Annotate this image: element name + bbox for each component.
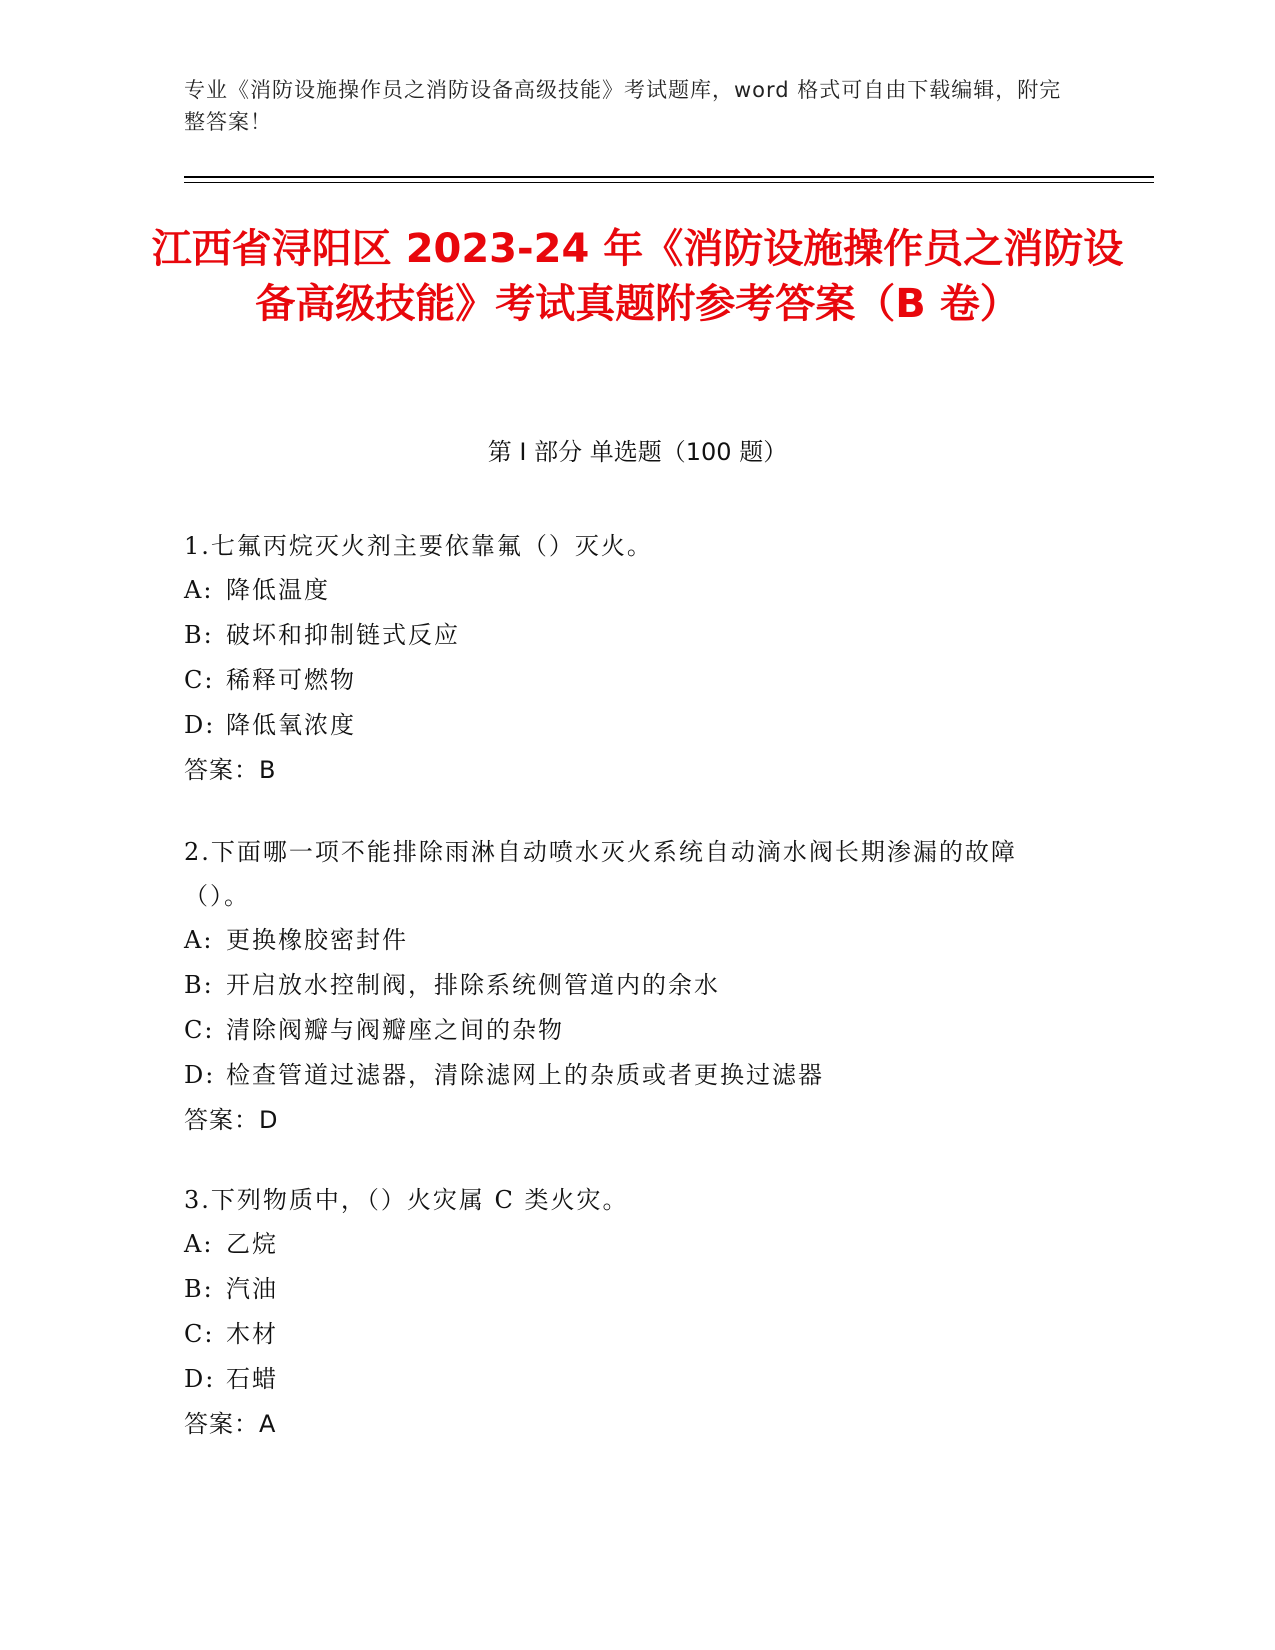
option-text: 检查管道过滤器，清除滤网上的杂质或者更换过滤器 bbox=[226, 1061, 824, 1089]
option-key: D: bbox=[184, 1061, 216, 1089]
option-text: 降低氧浓度 bbox=[226, 711, 356, 739]
answer-line: 答案：B bbox=[184, 756, 277, 784]
option-b bbox=[184, 963, 1064, 1008]
answer-line: 答案：D bbox=[184, 1106, 279, 1134]
option-text: 稀释可燃物 bbox=[226, 666, 356, 694]
option-text: 石蜡 bbox=[226, 1365, 278, 1393]
answer-line: 答案：A bbox=[184, 1410, 277, 1438]
option-text: 开启放水控制阀，排除系统侧管道内的余水 bbox=[226, 971, 720, 999]
question-stem: 1.七氟丙烷灭火剂主要依靠氟（）灭火。 bbox=[184, 532, 653, 560]
option-key: D: bbox=[184, 711, 216, 739]
option-key: B: bbox=[184, 1275, 214, 1303]
question-1 bbox=[184, 524, 1064, 793]
option-key: A: bbox=[184, 926, 214, 954]
option-b bbox=[184, 1267, 1064, 1312]
option-a bbox=[184, 568, 1064, 613]
option-d bbox=[184, 1357, 1064, 1402]
option-key: D: bbox=[184, 1365, 216, 1393]
option-text: 木材 bbox=[226, 1320, 278, 1348]
option-key: A: bbox=[184, 576, 214, 604]
header-note: 专业《消防设施操作员之消防设备高级技能》考试题库，word 格式可自由下载编辑，附完整答案！ bbox=[184, 78, 1062, 134]
option-d bbox=[184, 1053, 1064, 1098]
document-title: 江西省浔阳区 2023-24 年《消防设施操作员之消防设备高级技能》考试真题附参考答案（B 卷） bbox=[151, 226, 1124, 327]
option-text: 汽油 bbox=[226, 1275, 278, 1303]
option-text: 降低温度 bbox=[226, 576, 330, 604]
option-key: B: bbox=[184, 621, 214, 649]
option-a bbox=[184, 1222, 1064, 1267]
section-heading: 第 I 部分 单选题（100 题） bbox=[487, 438, 788, 466]
option-c bbox=[184, 1312, 1064, 1357]
header-rule-thin bbox=[184, 182, 1154, 183]
option-key: A: bbox=[184, 1230, 214, 1258]
option-text: 更换橡胶密封件 bbox=[226, 926, 408, 954]
question-stem: 3.下列物质中，（）火灾属 C 类火灾。 bbox=[184, 1186, 629, 1214]
option-text: 清除阀瓣与阀瓣座之间的杂物 bbox=[226, 1016, 564, 1044]
option-d bbox=[184, 703, 1064, 748]
option-key: C: bbox=[184, 666, 215, 694]
question-3 bbox=[184, 1178, 1064, 1447]
header-rule-thick bbox=[184, 176, 1154, 178]
option-key: C: bbox=[184, 1320, 215, 1348]
option-text: 乙烷 bbox=[226, 1230, 278, 1258]
option-b bbox=[184, 613, 1064, 658]
option-key: B: bbox=[184, 971, 214, 999]
option-key: C: bbox=[184, 1016, 215, 1044]
option-c bbox=[184, 658, 1064, 703]
question-2 bbox=[184, 830, 1064, 1143]
question-stem: 2.下面哪一项不能排除雨淋自动喷水灭火系统自动滴水阀长期渗漏的故障（）。 bbox=[184, 838, 1017, 910]
option-text: 破坏和抑制链式反应 bbox=[226, 621, 460, 649]
option-a bbox=[184, 918, 1064, 963]
option-c bbox=[184, 1008, 1064, 1053]
